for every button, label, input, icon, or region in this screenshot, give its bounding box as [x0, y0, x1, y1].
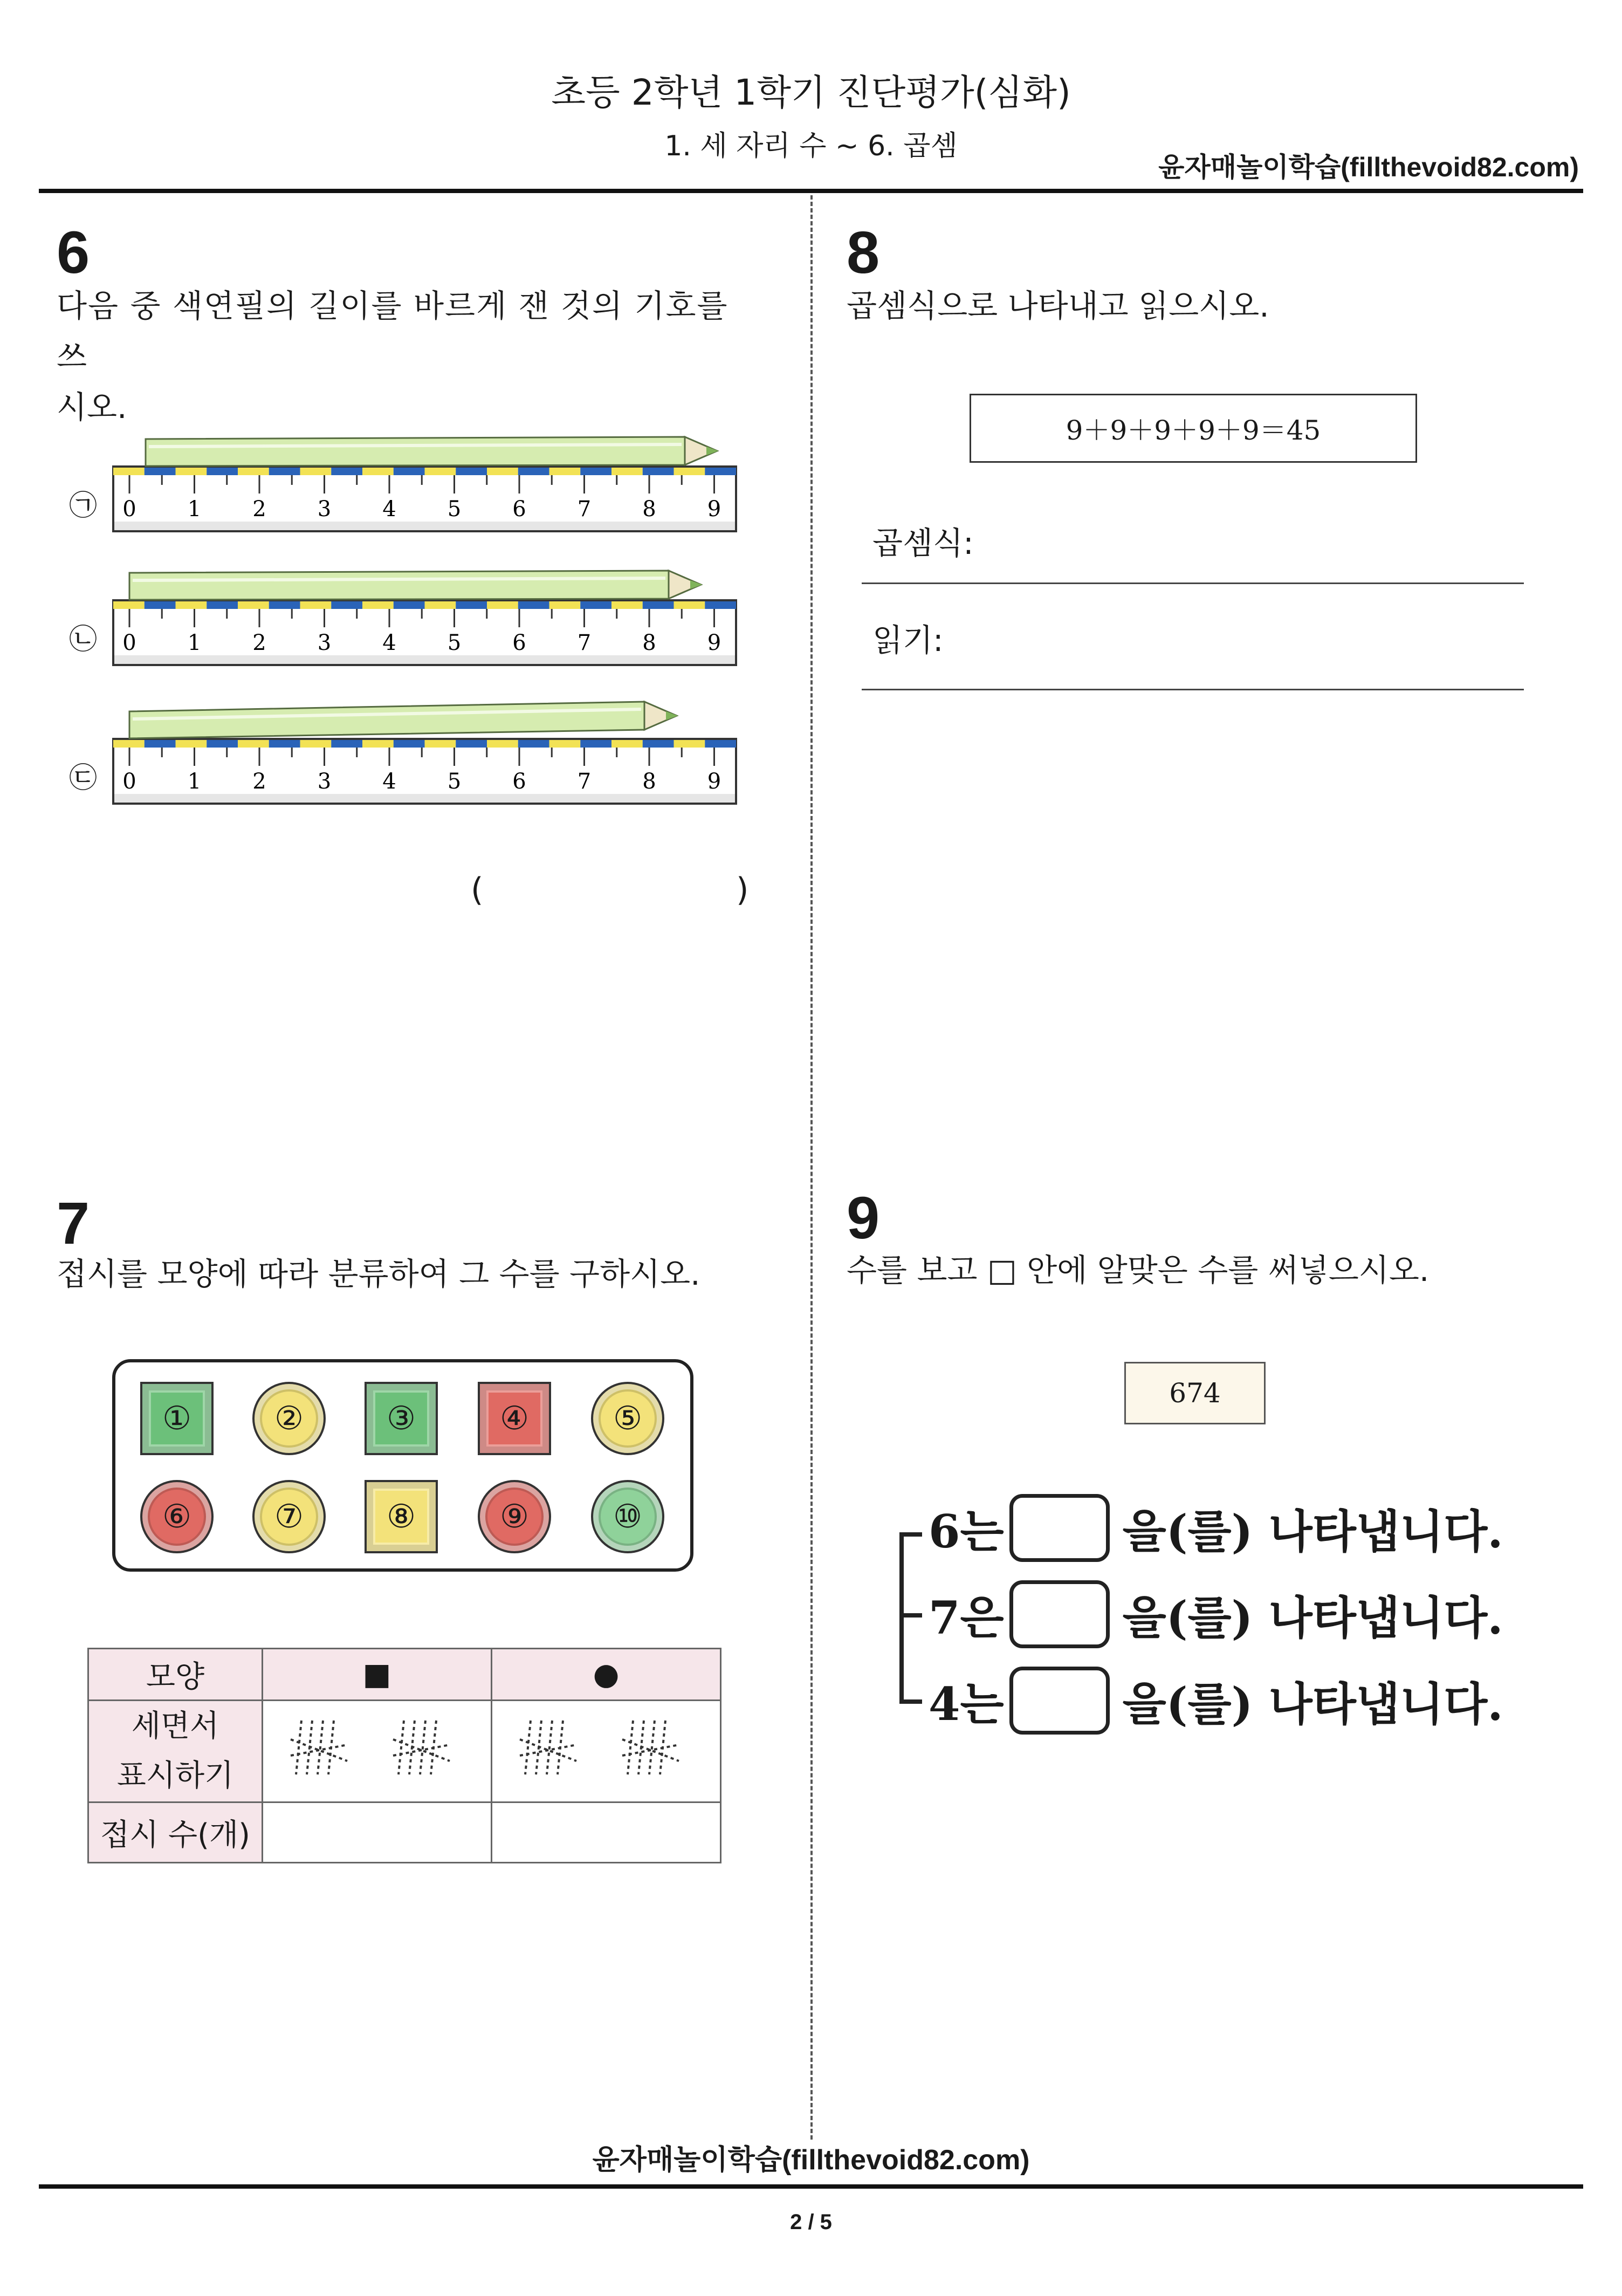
- header-divider: [39, 189, 1583, 193]
- ruler-tick-label: 3: [317, 769, 332, 794]
- round-plate-6: ⑥: [140, 1480, 214, 1553]
- row-3-suffix: 을(를) 나타냅니다.: [1122, 1677, 1503, 1731]
- question-6-number: 6: [57, 220, 90, 286]
- row-3-answer-box[interactable]: [1009, 1667, 1110, 1735]
- option-label-2: ㉡: [69, 623, 98, 656]
- ruler-tick-label: 7: [577, 497, 592, 522]
- row-1-suffix: 을(를) 나타냅니다.: [1122, 1504, 1503, 1558]
- ruler-tick-label: 4: [382, 497, 396, 522]
- ruler-tick-label: 8: [642, 630, 656, 655]
- round-plate-7: ⑦: [252, 1480, 326, 1553]
- reading-label: 읽기:: [872, 622, 944, 659]
- ruler-tick-label: 0: [122, 630, 136, 655]
- multiplication-answer-line[interactable]: [862, 582, 1524, 584]
- tally-header-line2: 표시하기: [116, 1758, 234, 1793]
- place-value-row-2: [929, 1580, 1503, 1648]
- table-row-count-header: 접시 수(개): [88, 1802, 263, 1863]
- question-9-text: 수를 보고 □ 안에 알맞은 수를 써넣으시오.: [847, 1252, 1429, 1288]
- ruler-with-pencil-1[interactable]: [0, 429, 721, 537]
- colored-pencil-icon: [146, 437, 718, 466]
- ruler-tick-label: 9: [707, 497, 721, 522]
- table-row-tally-header: [88, 1701, 263, 1802]
- tally-header-line1: 세면서: [131, 1709, 219, 1744]
- round-plate-9: ⑨: [478, 1480, 551, 1553]
- question-7-number: 7: [57, 1190, 90, 1257]
- ruler-tick-label: 9: [707, 769, 721, 794]
- answer-open-paren: (: [471, 871, 484, 909]
- question-7-text: 접시를 모양에 따라 분류하여 그 수를 구하시오.: [57, 1256, 700, 1292]
- question-6-text-line1: 다음 중 색연필의 길이를 바르게 잰 것의 기호를 쓰: [57, 287, 728, 375]
- ruler-with-pencil-3[interactable]: [0, 701, 721, 809]
- ruler-tick-label: 2: [252, 630, 266, 655]
- ruler-tick-label: 8: [642, 497, 656, 522]
- bracket-icon: [895, 1529, 927, 1707]
- page-title: 초등 2학년 1학기 진단평가(심화): [551, 72, 1071, 113]
- ruler-tick-label: 7: [577, 630, 592, 655]
- expression-box: 9＋9＋9＋9＋9＝45: [970, 394, 1417, 463]
- ruler-tick-label: 7: [577, 769, 592, 794]
- row-1-prefix: 6는: [929, 1504, 1004, 1558]
- tally-marks-icon: [509, 1710, 703, 1785]
- brand-header: 윤자매놀이학습(fillthevoid82.com): [1158, 152, 1579, 182]
- ruler-tick-label: 3: [317, 630, 332, 655]
- ruler-tick-label: 2: [252, 769, 266, 794]
- row-2-answer-box[interactable]: [1009, 1580, 1110, 1648]
- page-number: 2 / 5: [790, 2210, 832, 2234]
- footer-divider: [39, 2184, 1583, 2189]
- row-2-suffix: 을(를) 나타냅니다.: [1122, 1591, 1503, 1644]
- ruler-tick-label: 1: [187, 497, 202, 522]
- round-plate-2: ②: [252, 1382, 326, 1455]
- question-8-text: 곱셈식으로 나타내고 읽으시오.: [847, 287, 1269, 324]
- option-label-1: ㉠: [69, 490, 98, 522]
- ruler-tick-label: 6: [512, 630, 526, 655]
- ruler-tick-label: 4: [382, 769, 396, 794]
- ruler-tick-label: 4: [382, 630, 396, 655]
- count-cell-square[interactable]: [263, 1802, 492, 1863]
- ruler-tick-label: 8: [642, 769, 656, 794]
- ruler-tick-label: 5: [447, 630, 462, 655]
- ruler-tick-label: 6: [512, 497, 526, 522]
- row-3-prefix: 4는: [929, 1677, 1004, 1731]
- multiplication-label: 곱셈식:: [872, 525, 974, 561]
- round-plate-10: ⑩: [591, 1480, 664, 1553]
- page-subtitle: 1. 세 자리 수 ~ 6. 곱셈: [664, 130, 958, 162]
- question-8-number: 8: [847, 220, 880, 286]
- tally-cell-circle[interactable]: [492, 1701, 721, 1802]
- classification-table: [87, 1648, 721, 1863]
- table-header-square: ■: [263, 1649, 492, 1701]
- row-2-prefix: 7은: [929, 1591, 1004, 1644]
- ruler-tick-label: 9: [707, 630, 721, 655]
- ruler-tick-label: 6: [512, 769, 526, 794]
- square-plate-1: ①: [140, 1382, 214, 1455]
- question-9-number: 9: [847, 1185, 880, 1251]
- question-6-text: [57, 280, 758, 433]
- place-value-row-3: [929, 1667, 1503, 1735]
- number-box: 674: [1124, 1362, 1266, 1424]
- reading-answer-line[interactable]: [862, 689, 1524, 690]
- colored-pencil-icon: [129, 702, 678, 738]
- answer-close-paren: ): [736, 871, 749, 909]
- table-header-circle: ●: [492, 1649, 721, 1701]
- question-6-text-line2: 시오.: [57, 389, 127, 426]
- ruler-tick-label: 0: [122, 769, 136, 794]
- ruler-tick-label: 5: [447, 497, 462, 522]
- square-plate-3: ③: [365, 1382, 438, 1455]
- ruler-tick-label: 5: [447, 769, 462, 794]
- ruler-tick-label: 0: [122, 497, 136, 522]
- colored-pencil-icon: [129, 571, 702, 600]
- tally-cell-square[interactable]: [263, 1701, 492, 1802]
- square-plate-4: ④: [478, 1382, 551, 1455]
- ruler-tick-label: 3: [317, 497, 332, 522]
- square-plate-8: ⑧: [365, 1480, 438, 1553]
- column-divider: [810, 195, 813, 2140]
- round-plate-5: ⑤: [591, 1382, 664, 1455]
- tally-marks-icon: [280, 1710, 474, 1785]
- ruler-with-pencil-2[interactable]: [0, 563, 721, 670]
- table-header-shape: 모양: [88, 1649, 263, 1701]
- ruler-tick-label: 1: [187, 769, 202, 794]
- option-label-3: ㉢: [69, 762, 98, 794]
- brand-footer: 윤자매놀이학습(fillthevoid82.com): [592, 2144, 1030, 2176]
- place-value-row-1: [929, 1494, 1503, 1562]
- count-cell-circle[interactable]: [492, 1802, 721, 1863]
- row-1-answer-box[interactable]: [1009, 1494, 1110, 1562]
- ruler-tick-label: 1: [187, 630, 202, 655]
- ruler-tick-label: 2: [252, 497, 266, 522]
